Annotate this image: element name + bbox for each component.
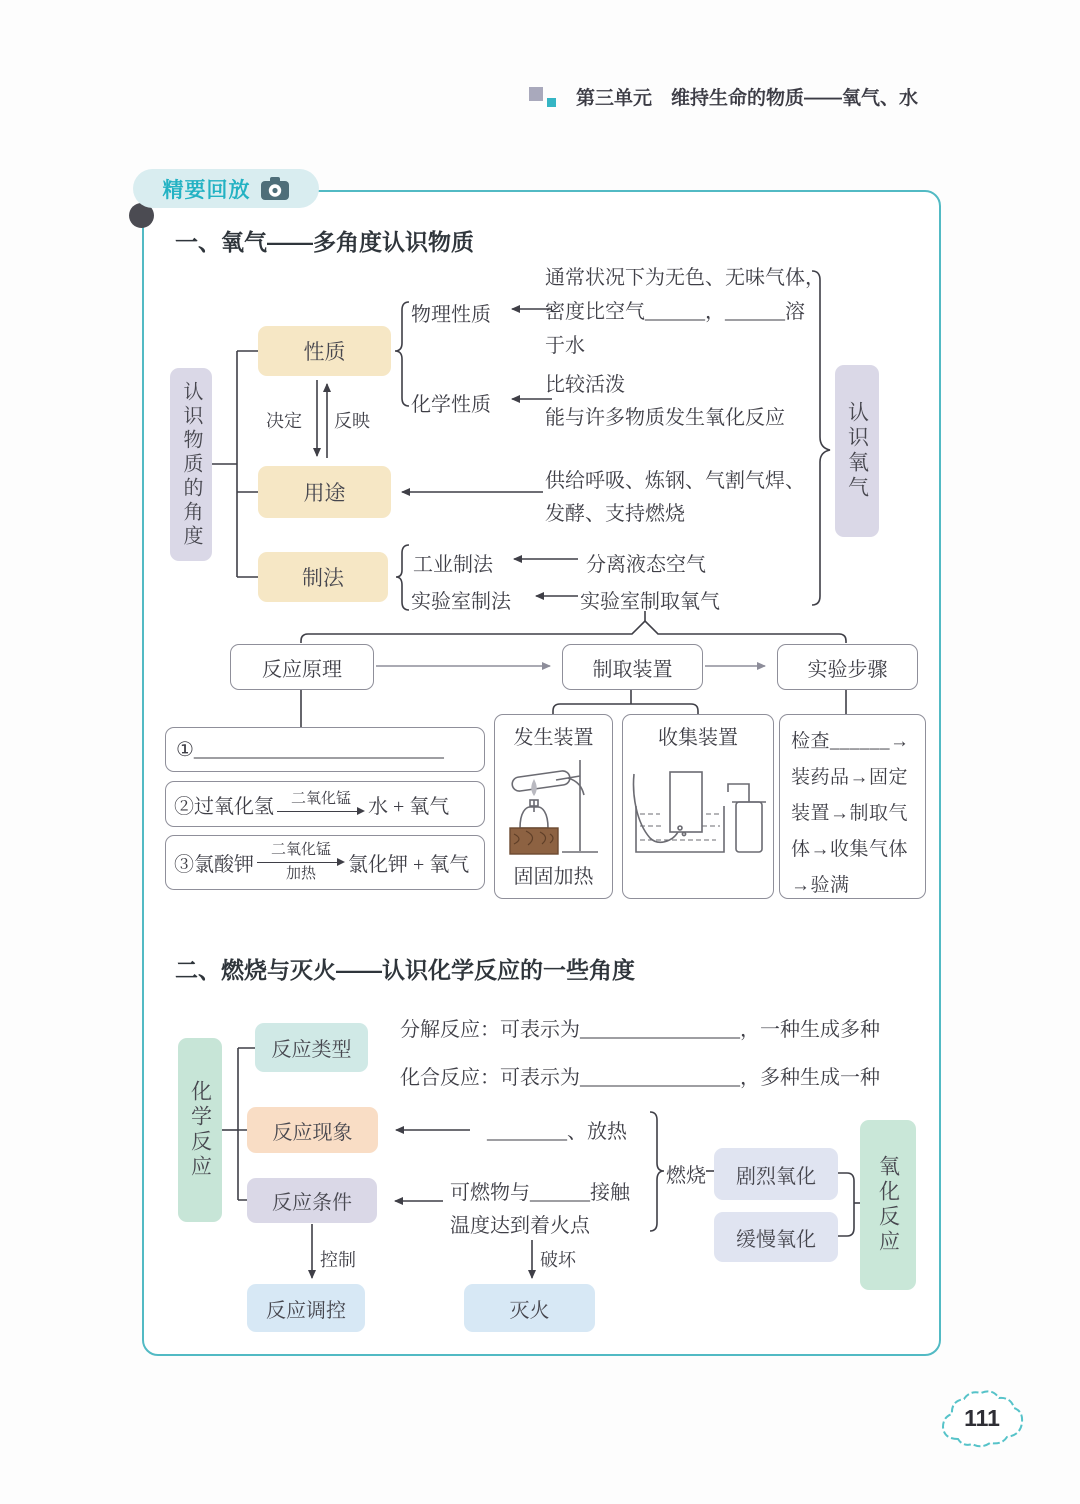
section1-title: 一、氧气——多角度认识物质: [175, 229, 474, 255]
reaction-type-box: 反应类型: [255, 1023, 368, 1072]
condition-line1: 可燃物与______接触: [450, 1182, 630, 1204]
slow-oxidation-box: 缓慢氧化: [714, 1212, 838, 1262]
collector-title: 收集装置: [658, 727, 738, 749]
equation-3-arrow: [257, 843, 345, 882]
equation-2-catalyst: 二氧化锰: [290, 791, 351, 807]
industrial-method-label: 工业制法: [413, 554, 493, 576]
cloud-icon: [936, 1386, 1030, 1450]
oxidation-reaction-box: 氧化反应: [860, 1120, 916, 1290]
equation-3-reactant: ③氯酸钾: [174, 854, 254, 876]
unit-title: 第三单元 维持生命的物质——氧气、水: [576, 88, 919, 109]
reaction-condition-box: 反应条件: [247, 1178, 377, 1223]
preparation-box: 制法: [258, 552, 388, 602]
page-number-cloud: [936, 1386, 1030, 1450]
reaction-arrow-icon: [277, 807, 365, 816]
laboratory-method-label: 实验室制法: [411, 591, 511, 613]
violent-oxidation-box: 剧烈氧化: [714, 1148, 838, 1200]
property-box: 性质: [258, 326, 391, 376]
control-label: 控制: [320, 1250, 356, 1270]
chemical-reaction-box: 化学反应: [178, 1038, 222, 1222]
unit-marker-small-square-icon: [547, 98, 556, 107]
laboratory-source-label: 实验室制取氧气: [580, 591, 720, 613]
know-oxygen-box: 认识氧气: [835, 365, 879, 537]
industrial-source-label: 分离液态空气: [586, 554, 706, 576]
reflect-label: 反映: [334, 411, 370, 431]
equation-1-box: [165, 727, 485, 772]
collection-apparatus-illustration: [628, 750, 768, 868]
equation-2-product: 水 + 氧气: [368, 795, 450, 818]
destroy-label: 破坏: [540, 1250, 576, 1270]
badge-essentials-replay: [133, 169, 319, 208]
physical-desc-line2: 密度比空气______，______溶: [545, 301, 805, 323]
reaction-phenomenon-box: 反应现象: [247, 1107, 378, 1153]
badge-label: 精要回放: [162, 178, 251, 202]
equation-2-reactant: ②过氧化氢: [174, 795, 274, 818]
extinguish-box: 灭火: [464, 1284, 595, 1332]
equation-3-catalyst: 二氧化锰: [270, 842, 331, 858]
page-number: 111: [964, 1405, 1000, 1431]
section2-title: 二、燃烧与灭火——认识化学反应的一些角度: [175, 957, 635, 983]
combustion-label: 燃烧: [666, 1165, 706, 1187]
experiment-steps-text: 检查______→装药品→固定装置→制取气体→收集气体→验满: [791, 731, 910, 896]
heating-mode-label: 固固加热: [513, 866, 594, 888]
flow-principle-box: 反应原理: [230, 644, 374, 690]
camera-icon: [260, 176, 290, 201]
equation-3-box: [165, 835, 485, 890]
physical-desc-line3: 于水: [545, 335, 585, 357]
generation-apparatus-illustration: [504, 750, 604, 860]
condition-line2: 温度达到着火点: [450, 1215, 590, 1237]
reaction-regulation-box: 反应调控: [247, 1284, 365, 1332]
chemical-property-label: 化学性质: [411, 394, 491, 416]
use-box: 用途: [258, 466, 391, 518]
physical-desc-line1: 通常状况下为无色、无味气体，: [545, 267, 825, 289]
combination-line: 化合反应：可表示为________________，多种生成一种: [400, 1067, 880, 1089]
equation-3-product: 氯化钾 + 氧气: [348, 854, 470, 876]
flow-device-box: 制取装置: [562, 644, 703, 690]
angle-of-knowing-box: 认识物质的角度: [170, 368, 212, 561]
phenomenon-desc: ________、放热: [487, 1121, 627, 1143]
use-desc-line1: 供给呼吸、炼钢、气割气焊、: [545, 470, 805, 492]
experiment-steps-box: [779, 714, 926, 899]
decomposition-line: 分解反应：可表示为________________，一种生成多种: [400, 1019, 880, 1041]
reaction-arrow-icon: [257, 858, 345, 867]
equation-2-box: [165, 781, 485, 827]
generator-title: 发生装置: [513, 727, 594, 749]
generator-apparatus-box: [494, 714, 613, 899]
equation-3-condition: 加热: [285, 866, 316, 882]
chemical-desc-line1: 比较活泼: [545, 374, 625, 396]
unit-marker-square-icon: [529, 87, 543, 101]
collector-apparatus-box: [622, 714, 774, 899]
flow-steps-box: 实验步骤: [777, 644, 918, 690]
equation-2-arrow: [277, 792, 365, 816]
equation-1-text: ①_________________________: [176, 739, 444, 761]
chemical-desc-line2: 能与许多物质发生氧化反应: [545, 407, 785, 429]
physical-property-label: 物理性质: [411, 304, 491, 326]
use-desc-line2: 发酵、支持燃烧: [545, 503, 685, 525]
determine-label: 决定: [266, 411, 302, 431]
